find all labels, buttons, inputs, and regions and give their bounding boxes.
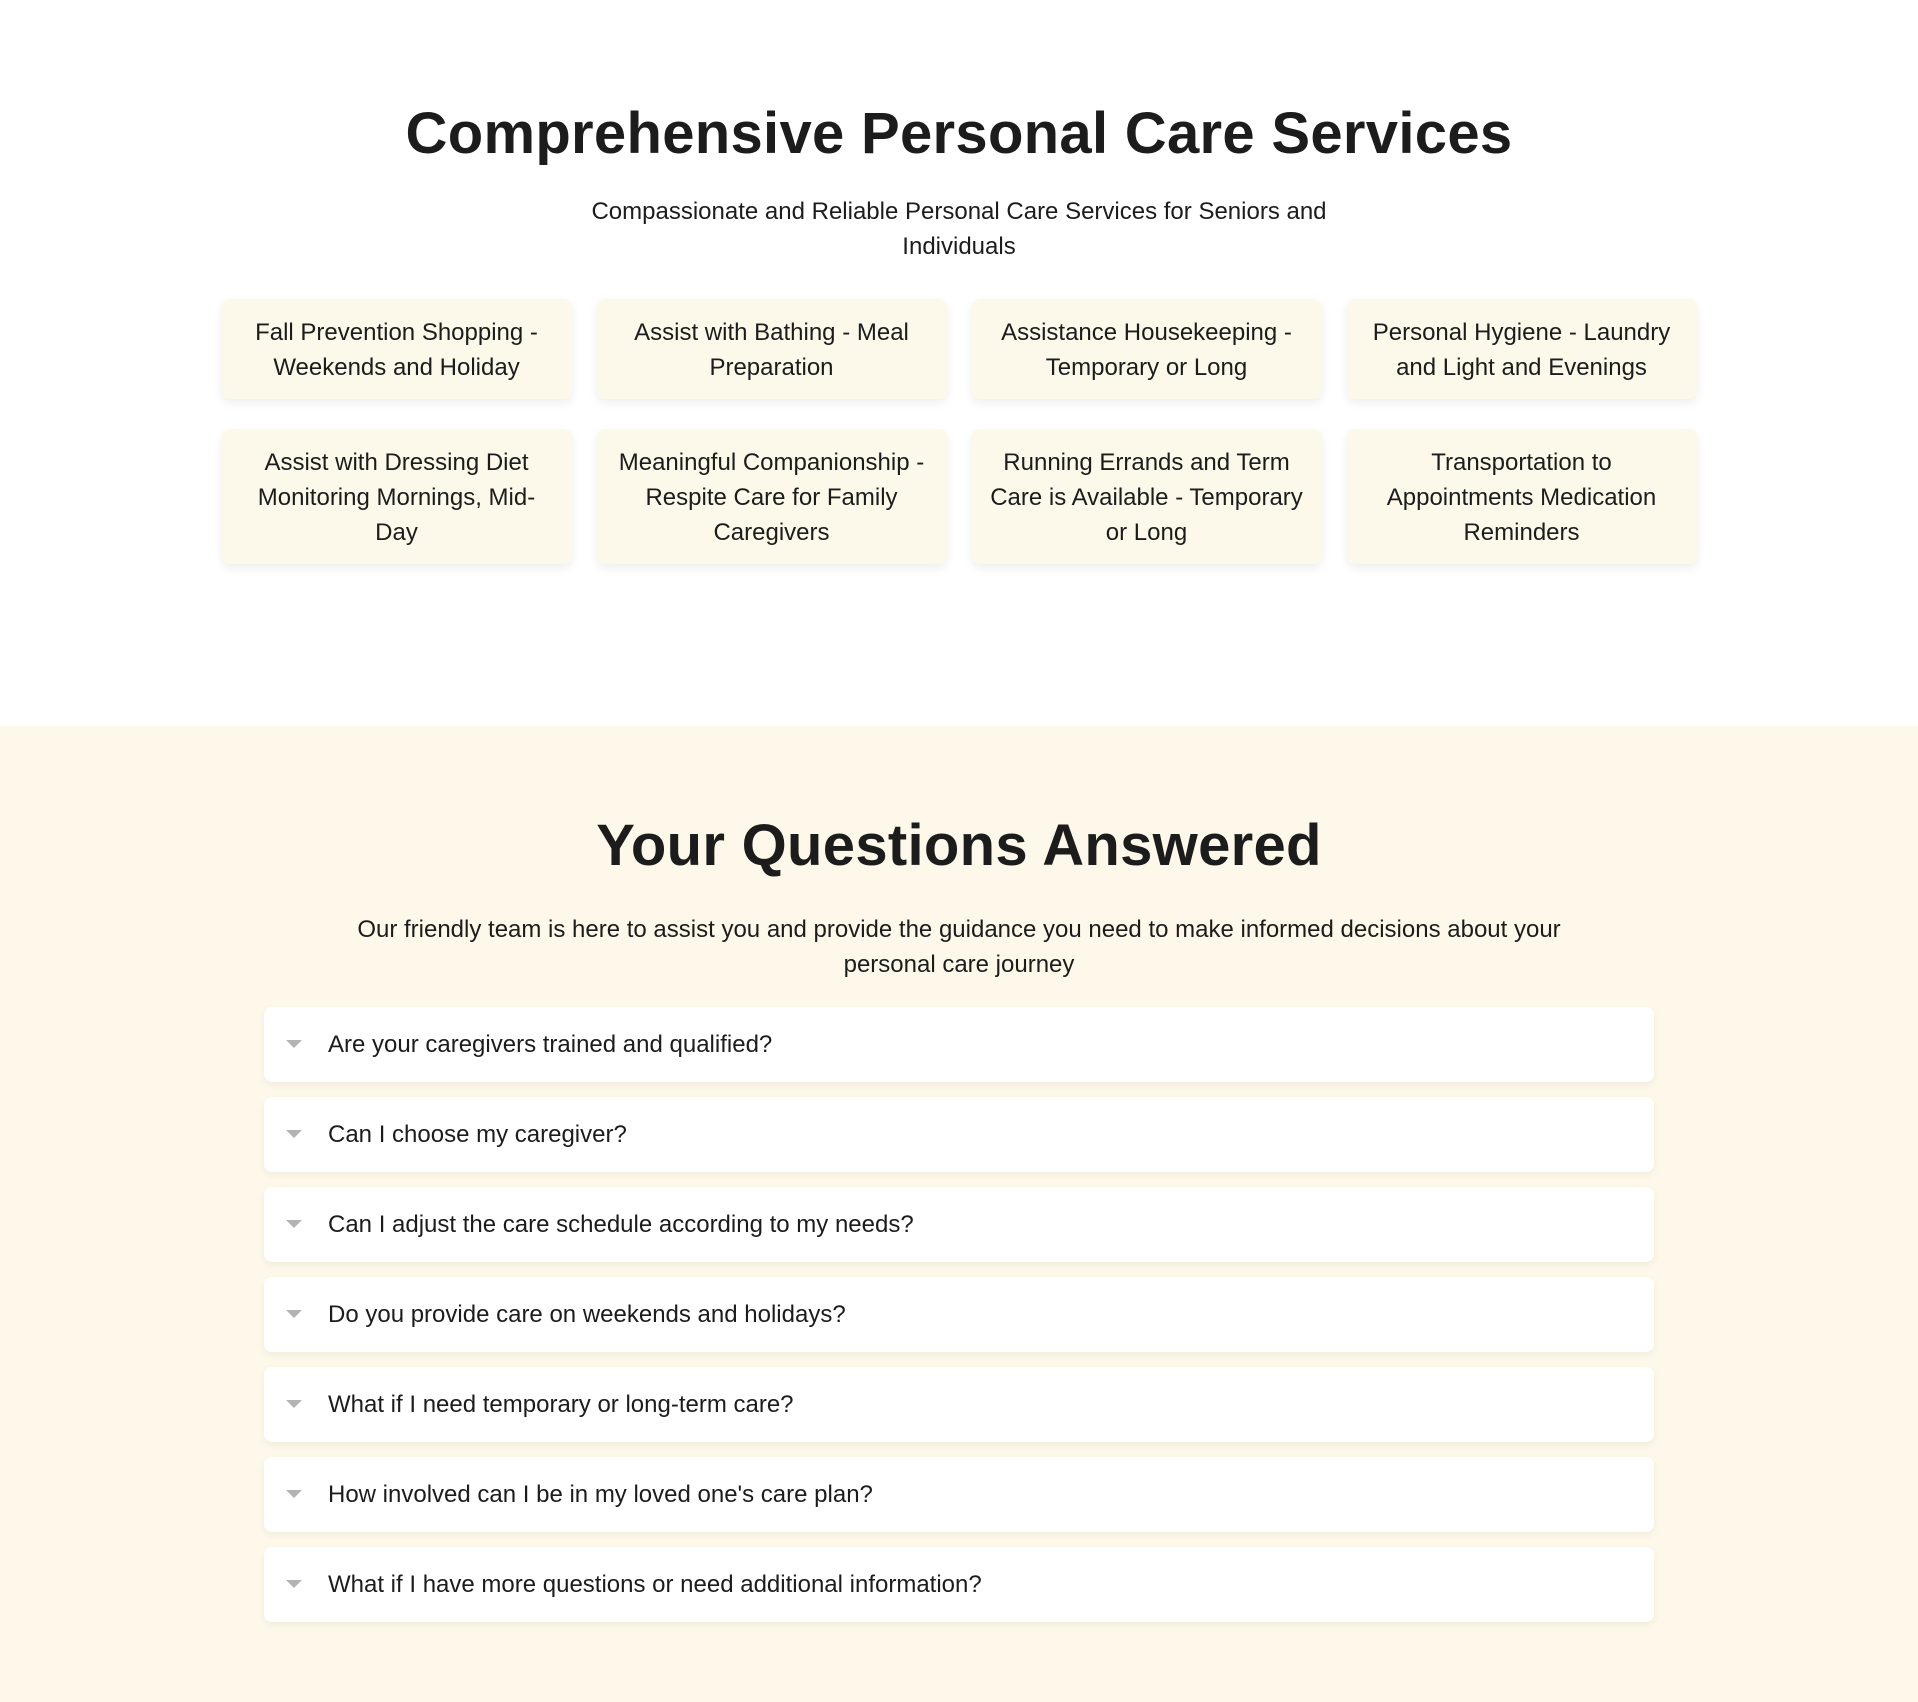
faq-item-care-plan-involvement[interactable] bbox=[264, 1457, 1654, 1532]
caret-down-icon bbox=[278, 1125, 310, 1145]
faq-question: What if I need temporary or long-term care? bbox=[328, 1390, 794, 1418]
faq-question: Are your caregivers trained and qualified? bbox=[328, 1030, 773, 1058]
caret-down-icon bbox=[278, 1215, 310, 1235]
service-card: Transportation to Appointments Medication Reminders bbox=[1347, 429, 1697, 564]
faq-question: Can I choose my caregiver? bbox=[328, 1120, 627, 1148]
faq-subtitle: Our friendly team is here to assist you and provide the guidance you need to make informed decisions about your personal care journey bbox=[357, 916, 1561, 978]
caret-down-icon bbox=[278, 1395, 310, 1415]
service-card: Personal Hygiene - Laundry and Light and Evenings bbox=[1347, 299, 1697, 399]
faq-list bbox=[264, 1007, 1654, 1622]
faq-item-choose-caregiver[interactable] bbox=[264, 1097, 1654, 1172]
faq-item-temporary-long-term[interactable] bbox=[264, 1367, 1654, 1442]
services-subtitle: Compassionate and Reliable Personal Care Services for Seniors and Individuals bbox=[591, 198, 1327, 260]
faq-title: Your Questions Answered bbox=[596, 813, 1322, 878]
faq-question: Can I adjust the care schedule according to my needs? bbox=[328, 1210, 914, 1238]
caret-down-icon bbox=[278, 1305, 310, 1325]
faq-item-caregivers-trained[interactable] bbox=[264, 1007, 1654, 1082]
service-card: Assist with Bathing - Meal Preparation bbox=[597, 299, 947, 399]
faq-question: How involved can I be in my loved one's care plan? bbox=[328, 1480, 873, 1508]
service-card: Running Errands and Term Care is Available - Temporary or Long bbox=[972, 429, 1322, 564]
service-card: Fall Prevention Shopping - Weekends and Holiday bbox=[222, 299, 572, 399]
caret-down-icon bbox=[278, 1035, 310, 1055]
faq-question: What if I have more questions or need additional information? bbox=[328, 1570, 982, 1598]
faq-item-weekends-holidays[interactable] bbox=[264, 1277, 1654, 1352]
faq-question: Do you provide care on weekends and holidays? bbox=[328, 1300, 846, 1328]
services-title: Comprehensive Personal Care Services bbox=[405, 101, 1513, 166]
caret-down-icon bbox=[278, 1575, 310, 1595]
faq-item-more-questions[interactable] bbox=[264, 1547, 1654, 1622]
service-card: Assistance Housekeeping - Temporary or Long bbox=[972, 299, 1322, 399]
faq-section bbox=[0, 726, 1918, 1702]
service-card: Assist with Dressing Diet Monitoring Mornings, Mid-Day bbox=[222, 429, 572, 564]
service-card: Meaningful Companionship - Respite Care for Family Caregivers bbox=[597, 429, 947, 564]
faq-item-adjust-schedule[interactable] bbox=[264, 1187, 1654, 1262]
services-section bbox=[0, 0, 1918, 726]
caret-down-icon bbox=[278, 1485, 310, 1505]
services-grid bbox=[222, 299, 1697, 564]
